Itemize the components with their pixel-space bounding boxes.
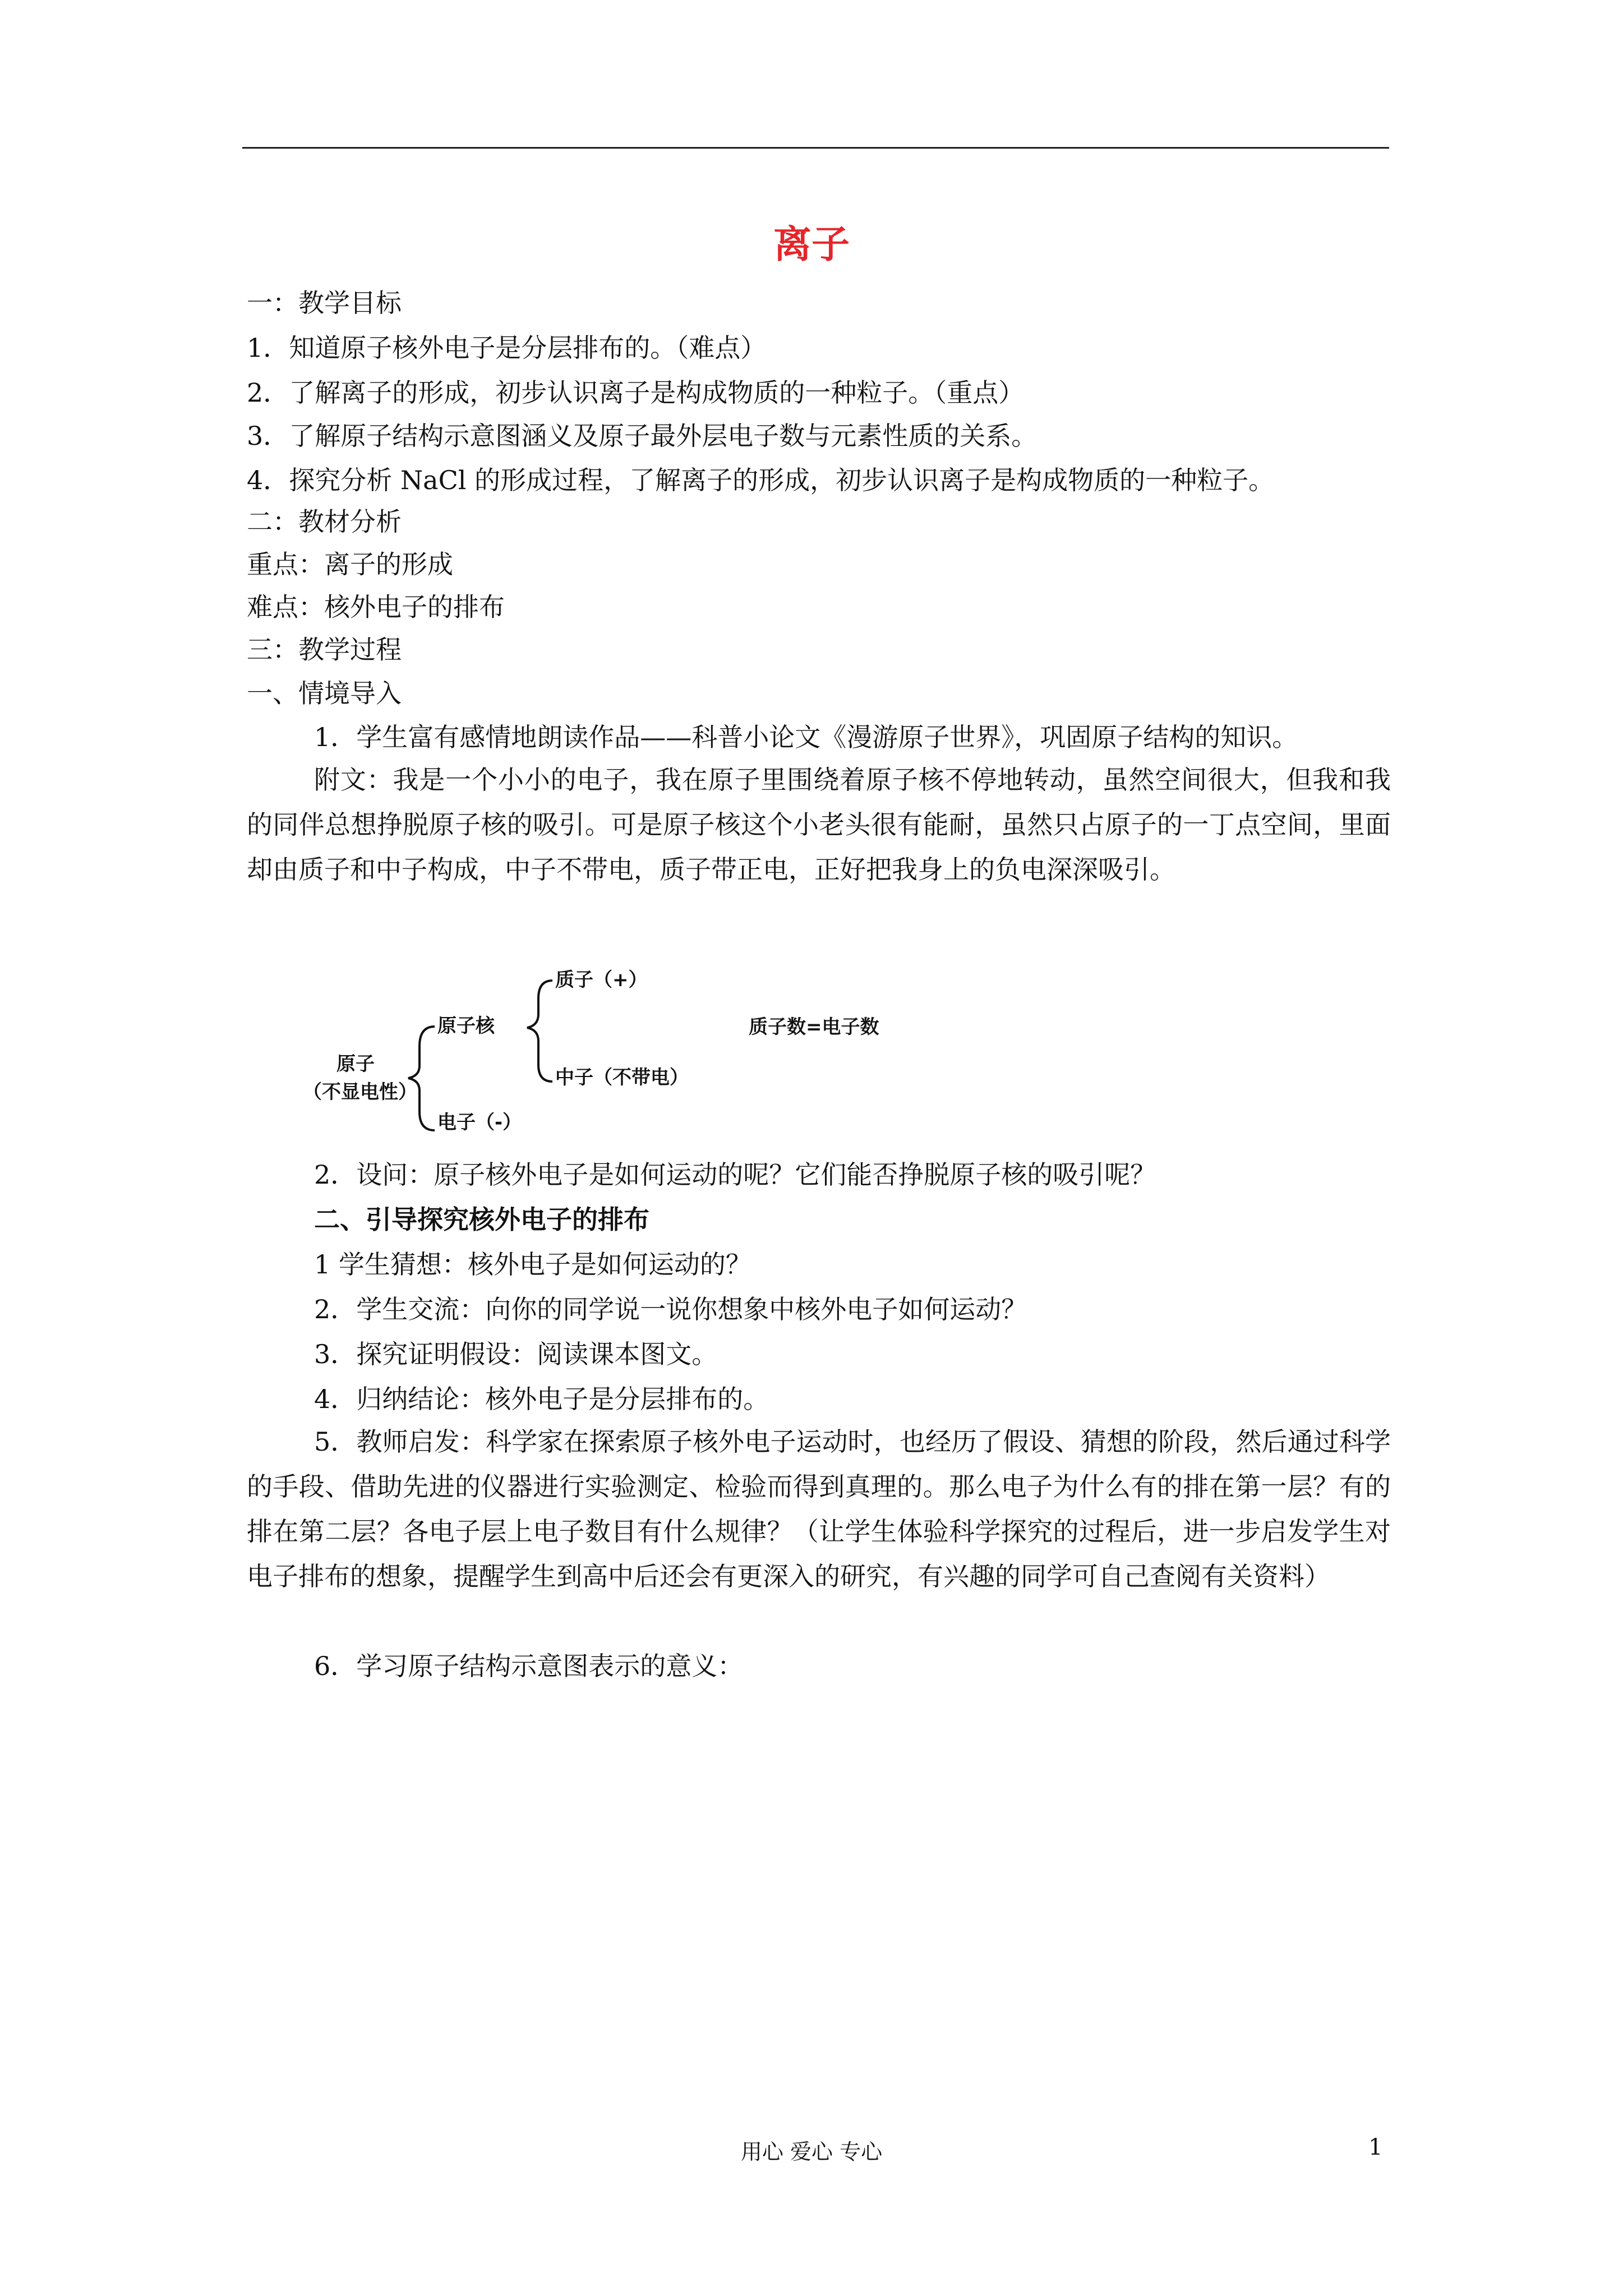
objective-item: 3．了解原子结构示意图涵义及原子最外层电子数与元素性质的关系。 (247, 421, 1038, 451)
brace-atom (408, 1027, 435, 1130)
key-point: 重点：离子的形成 (247, 549, 453, 579)
diagram-relation-label: 质子数=电子数 (749, 1016, 879, 1038)
part-heading-explore: 二、引导探究核外电子的排布 (314, 1204, 649, 1235)
explore-item: 2．学生交流：向你的同学说一说你想象中核外电子如何运动？ (314, 1294, 1027, 1324)
diagram-atom-note: （不显电性） (303, 1081, 417, 1103)
diagram-proton-label: 质子（+） (555, 969, 648, 991)
diagram-neutron-label: 中子（不带电） (555, 1066, 689, 1089)
objective-item: 2．了解离子的形成，初步认识离子是构成物质的一种粒子。（重点） (247, 378, 1025, 408)
section-heading-analysis: 二：教材分析 (247, 507, 402, 537)
diagram-nucleus-label: 原子核 (437, 1015, 495, 1037)
section-heading-objectives: 一：教学目标 (247, 288, 402, 318)
explore-item: 3．探究证明假设：阅读课本图文。 (314, 1339, 718, 1369)
part-heading-intro: 一、情境导入 (247, 678, 402, 708)
difficult-point: 难点：核外电子的排布 (247, 592, 505, 622)
objective-item: 4．探究分析 NaCl 的形成过程，了解离子的形成，初步认识离子是构成物质的一种粒子。 (247, 465, 1275, 495)
atom-structure-diagram (292, 954, 965, 1144)
explore-item-6: 6．学习原子结构示意图表示的意义： (314, 1651, 744, 1681)
diagram-electron-label: 电子（-） (437, 1111, 522, 1134)
page-number: 1 (1368, 2134, 1383, 2160)
page-title: 离子 (773, 223, 850, 267)
intro-item-2: 2．设问：原子核外电子是如何运动的呢？它们能否挣脱原子核的吸引呢？ (314, 1159, 1156, 1190)
header-rule (242, 147, 1389, 149)
intro-item-1: 1．学生富有感情地朗读作品——科普小论文《漫游原子世界》，巩固原子结构的知识。 (314, 722, 1298, 752)
explore-item-5: 5．教师启发：科学家在探索原子核外电子运动时，也经历了假设、猜想的阶段，然后通过科学的手段、借助先进的仪器进行实验测定、检验而得到真理的。那么电子为什么有的排在第一层？有的排在第二层？各电子层上电子数目有什么规律？（让学生体验科学探究的过程后，进一步启发学生对电子排布的想象，提醒学生到高中后还会有更深入的研究，有兴趣的同学可自己查阅有关资料） (247, 1427, 1391, 1591)
essay-paragraph: 附文：我是一个小小的电子，我在原子里围绕着原子核不停地转动，虽然空间很大，但我和我的同伴总想挣脱原子核的吸引。可是原子核这个小老头很有能耐，虽然只占原子的一丁点空间，里面却由质子和中子构成，中子不带电，质子带正电，正好把我身上的负电深深吸引。 (247, 765, 1391, 885)
footer-motto: 用心 爱心 专心 (740, 2139, 883, 2164)
explore-item: 4．归纳结论：核外电子是分层排布的。 (314, 1384, 769, 1414)
diagram-atom-label: 原子 (336, 1053, 375, 1075)
explore-item: 1 学生猜想：核外电子是如何运动的？ (314, 1249, 751, 1280)
objective-item: 1．知道原子核外电子是分层排布的。（难点） (247, 333, 767, 363)
brace-nucleus (527, 981, 552, 1082)
section-heading-process: 三：教学过程 (247, 634, 402, 665)
